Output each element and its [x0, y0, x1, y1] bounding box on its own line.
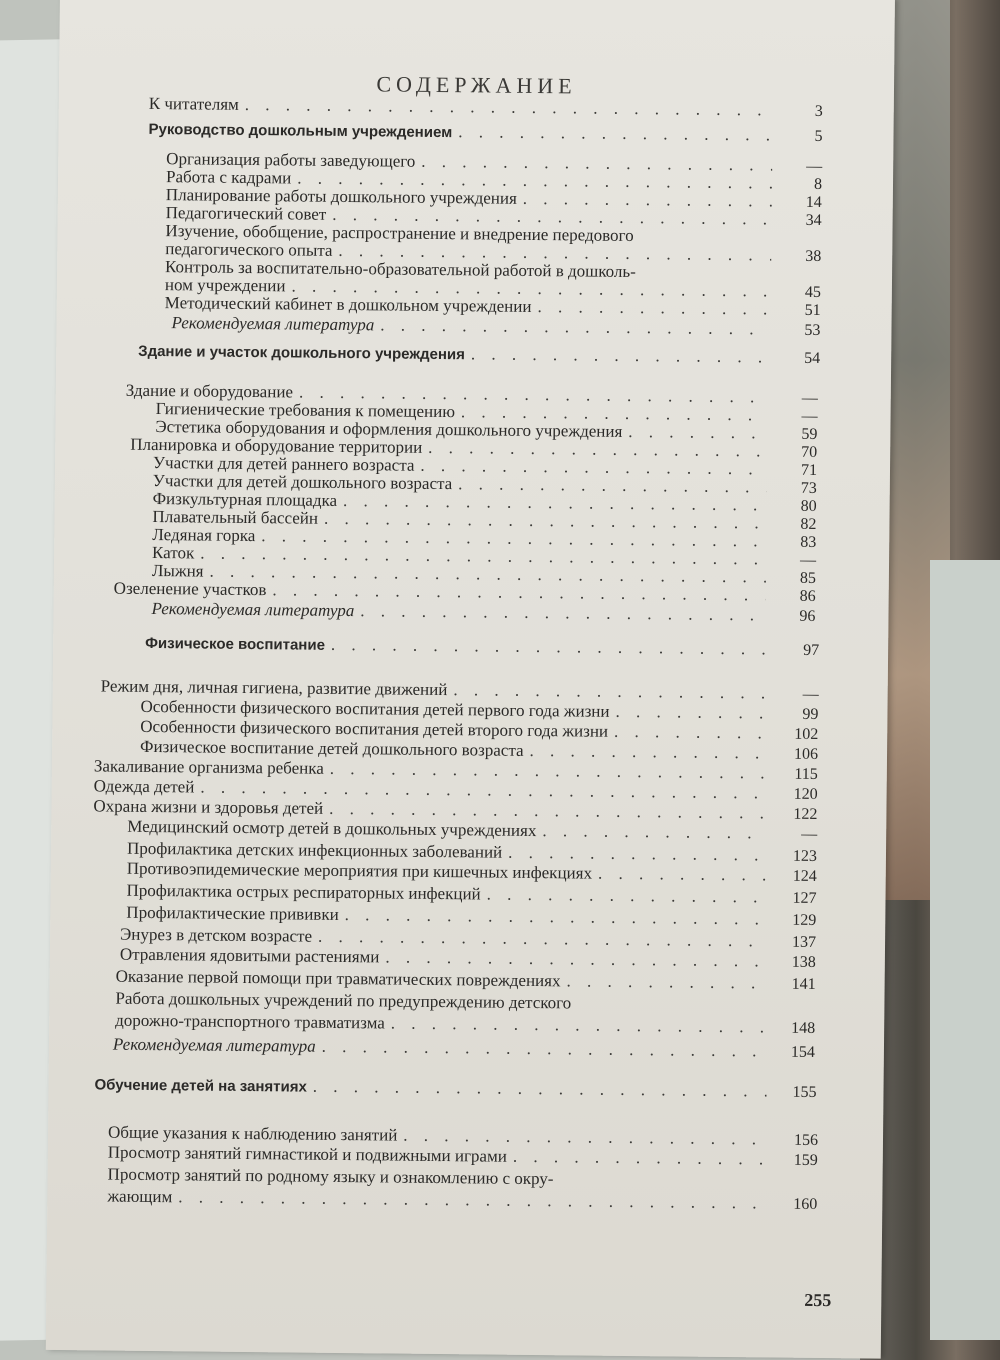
toc-entry-page: —: [778, 158, 822, 176]
toc-entry-title: Планировка и оборудование территории: [130, 435, 422, 458]
toc-entry-title: Физическое воспитание: [145, 635, 325, 654]
book-page: [46, 0, 895, 1359]
toc-entry-page: 115: [774, 766, 818, 784]
dot-leader: [345, 905, 767, 929]
toc-entry-title: Озеленение участков: [114, 579, 267, 601]
dot-leader: [559, 1184, 767, 1186]
toc-entry-page: 3: [779, 103, 823, 121]
toc-entry-title: Планирование работы дошкольного учреждения: [166, 185, 517, 209]
dot-leader: [615, 702, 768, 724]
toc-entry-title: Контроль за воспитательно-образовательной работой в дошколь-: [165, 257, 636, 282]
toc-entry-title: Обучение детей на занятиях: [94, 1076, 306, 1095]
toc-entry-page: 5: [778, 128, 822, 146]
toc-entry-page: —: [772, 551, 816, 569]
toc-entry-page: 127: [772, 890, 816, 908]
toc-entry-title: Охрана жизни и здоровья детей: [93, 796, 323, 818]
dot-leader: [487, 885, 767, 908]
toc-entry-page: 96: [771, 607, 815, 625]
toc-entry-title: Физкультурная площадка: [153, 489, 338, 511]
toc-entry-page: —: [773, 826, 817, 844]
toc-entry-page: 80: [773, 497, 817, 515]
toc-entry-page: 34: [778, 212, 822, 230]
toc-entry-page: 155: [772, 1084, 816, 1102]
toc-entry-title: Педагогический совет: [166, 203, 327, 225]
toc-entry-title: Методический кабинет в дошкольном учреждении: [165, 293, 532, 317]
dot-leader: [458, 122, 772, 145]
toc-entry-page: 123: [773, 848, 817, 866]
toc-entry-page: 51: [777, 302, 821, 320]
toc-entry-title: Ледяная горка: [152, 525, 255, 546]
dot-leader: [508, 843, 767, 866]
toc-entry-page: 120: [774, 786, 818, 804]
toc-entry-page: 71: [773, 461, 817, 479]
toc-entry-title: Руководство дошкольным учреждением: [148, 121, 452, 141]
toc-entry-title: Одежда детей: [94, 776, 195, 797]
toc-entry-page: 38: [777, 248, 821, 266]
toc-entry-page: 106: [774, 746, 818, 764]
toc-entry-title: Эстетика оборудования и оформления дошкольного учреждения: [155, 417, 622, 442]
toc-entry-page: 54: [776, 350, 820, 368]
toc-entry-title: К читателям: [149, 94, 239, 115]
toc-entry-title: Гигиенические требования к помещению: [156, 399, 456, 422]
toc-entry-title: Особенности физического воспитания детей первого года жизни: [140, 697, 609, 722]
dot-leader: [529, 741, 768, 763]
toc-entry-page: 73: [773, 479, 817, 497]
toc-entry: [138, 341, 820, 370]
page-title: СОДЕРЖАНИЕ: [59, 68, 894, 103]
toc-entry-page: 59: [773, 425, 817, 443]
toc-entry-page: 99: [774, 706, 818, 724]
toc-entry-page: 8: [778, 176, 822, 194]
dot-leader: [614, 722, 768, 744]
toc-entry-page: 102: [774, 726, 818, 744]
toc-entry-title: дорожно-транспортного травматизма: [115, 1011, 385, 1034]
toc-entry-page: 154: [771, 1044, 815, 1062]
toc-entry-page: 14: [778, 194, 822, 212]
toc-entry-title: Энурез в детском возрасте: [120, 925, 312, 947]
dot-leader: [322, 1037, 765, 1062]
toc-entry-title: Лыжня: [152, 561, 204, 582]
toc-entry-title: Отравления ядовитыми растениями: [120, 945, 380, 968]
toc-entry-title: жающим: [107, 1187, 172, 1208]
toc-entry-title: Профилактика острых респираторных инфекций: [126, 881, 480, 905]
toc-entry-page: 159: [774, 1152, 818, 1170]
toc-entry-page: 97: [775, 642, 819, 660]
toc-entry-page: —: [774, 389, 818, 407]
toc-entry-page: 45: [777, 284, 821, 302]
toc-entry-title: Работа дошкольных учреждений по предупреждению детского: [115, 989, 571, 1014]
toc-entry-page: 156: [774, 1132, 818, 1150]
toc-entry: [148, 119, 822, 148]
toc-entry-title: Плавательный бассейн: [152, 507, 318, 529]
toc-entry: [149, 94, 823, 123]
dot-leader: [577, 1008, 765, 1010]
dot-leader: [331, 635, 769, 660]
toc-entry-title: ном учреждении: [165, 275, 286, 296]
toc-entry-page: 122: [773, 806, 817, 824]
dot-leader: [245, 95, 773, 121]
toc-entry-title: Каток: [152, 543, 194, 563]
toc-entry: [145, 633, 819, 662]
toc-entry-title: педагогического опыта: [165, 239, 332, 261]
dot-leader: [513, 1147, 768, 1170]
toc-entry-title: Физическое воспитание детей дошкольного возраста: [140, 737, 524, 761]
toc-entry-page: 124: [773, 868, 817, 886]
toc-entry-page: 86: [772, 587, 816, 605]
dot-leader: [391, 1014, 766, 1038]
dot-leader: [566, 971, 765, 993]
dot-leader: [640, 241, 772, 242]
toc-entry-page: 53: [776, 322, 820, 340]
toc-entry-title: Просмотр занятий по родному языку и ознакомлению с окру-: [107, 1165, 553, 1190]
toc-entry-title: Особенности физического воспитания детей второго года жизни: [140, 717, 608, 742]
toc-entry-page: 85: [772, 569, 816, 587]
toc-entry-page: 160: [773, 1196, 817, 1214]
toc-entry-title: Рекомендуемая литература: [171, 313, 374, 335]
toc-entry-page: 138: [772, 954, 816, 972]
toc-entry-title: Режим дня, личная гигиена, развитие движений: [101, 676, 448, 700]
toc-entry-title: Работа с кадрами: [166, 167, 291, 188]
toc-entry-title: Организация работы заведующего: [166, 149, 415, 172]
dot-leader: [385, 947, 766, 971]
toc-entry-title: Профилактические прививки: [126, 903, 339, 925]
toc-entry-title: Изучение, обобщение, распространение и внедрение передового: [165, 221, 633, 246]
page-number: 255: [804, 1290, 831, 1311]
toc-entry-page: 148: [771, 1020, 815, 1038]
toc-entry-title: Здание и участок дошкольного учреждения: [138, 343, 465, 363]
toc-entry: [94, 1074, 816, 1104]
toc-entry-title: Медицинский осмотр детей в дошкольных учреждениях: [127, 817, 536, 841]
toc-entry-page: 141: [772, 976, 816, 994]
toc-entry-title: Здание и оборудование: [126, 381, 293, 403]
toc-entry-page: 137: [772, 934, 816, 952]
dot-leader: [360, 601, 765, 625]
toc-entry-title: Участки для детей дошкольного возраста: [153, 471, 453, 494]
toc-entry-page: 70: [773, 443, 817, 461]
toc-entry-title: Рекомендуемая литература: [151, 599, 354, 621]
dot-leader: [642, 277, 771, 278]
toc-entry-page: —: [773, 407, 817, 425]
dot-leader: [542, 821, 767, 843]
dot-leader: [380, 315, 770, 339]
toc-entry-page: 83: [772, 533, 816, 551]
dot-leader: [537, 297, 770, 319]
toc-entry-page: —: [775, 686, 819, 704]
toc-entry-title: Рекомендуемая литература: [113, 1035, 316, 1057]
toc-entry-page: 82: [772, 515, 816, 533]
background-surface: [930, 560, 1000, 1340]
toc-entry-page: 129: [772, 912, 816, 930]
toc-entry-title: Участки для детей раннего возраста: [153, 453, 415, 476]
table-of-contents: [46, 0, 895, 1359]
toc-entry-title: Общие указания к наблюдению занятий: [108, 1123, 398, 1146]
toc-entry-title: Закаливание организма ребенка: [94, 756, 324, 778]
toc-entry-title: Просмотр занятий гимнастикой и подвижными играми: [108, 1143, 507, 1167]
dot-leader: [471, 344, 770, 367]
dot-leader: [313, 1077, 767, 1102]
toc-entry-title: Противоэпидемические мероприятия при кишечных инфекциях: [127, 859, 592, 884]
dot-leader: [598, 864, 767, 886]
toc-entry-title: Оказание первой помощи при травматических повреждениях: [116, 967, 561, 992]
toc-entry-title: Профилактика детских инфекционных заболеваний: [127, 839, 502, 863]
toc-entry: [113, 1035, 815, 1064]
